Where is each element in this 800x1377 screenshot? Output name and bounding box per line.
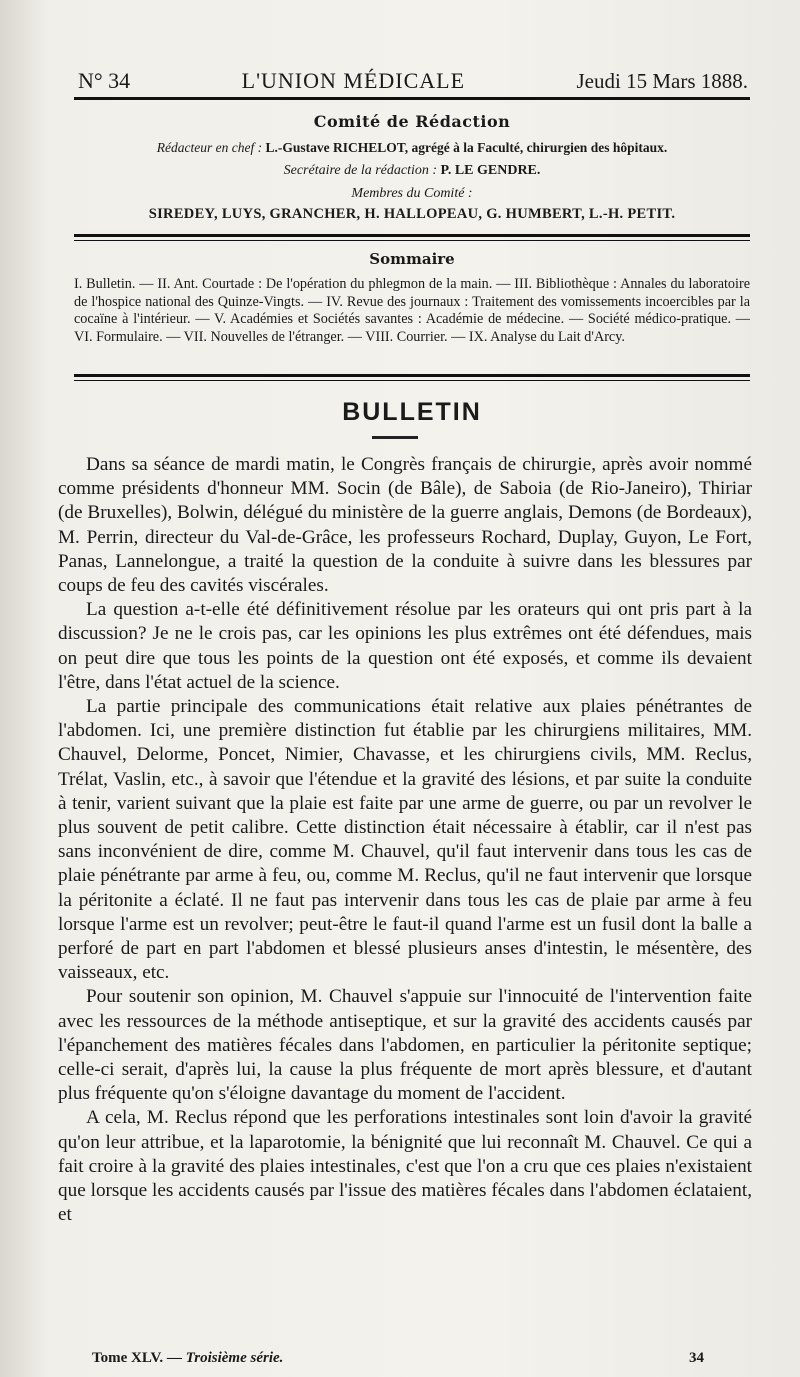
sheet-number: 34	[689, 1350, 704, 1366]
summary-title: Sommaire	[369, 250, 455, 268]
secretary-label: Secrétaire de la rédaction :	[283, 163, 438, 178]
paragraph: Pour soutenir son opinion, M. Chauvel s'appuie sur l'innocuité de l'intervention faite avec les ressources de la méthode antiseptique, et sur la gravité des accidents causés par l'épanchement des matières fécales dans l'abdomen, en particulier la péritonite septique; celle-ci serait, d'après lui, la cause la plus fréquente de mort après blessure, et d'autant plus fréquente qu'on s'éloigne davantage du moment de l'accident.	[58, 986, 752, 1105]
committee-rule	[74, 234, 750, 237]
chief-editor-label: Rédacteur en chef :	[156, 140, 263, 155]
committee-title: Comité de Rédaction	[313, 112, 511, 131]
secretary-line	[74, 163, 750, 179]
paragraph: Dans sa séance de mardi matin, le Congrès français de chirurgie, après avoir nommé comme présidents d'honneur MM. Socin (de Bâle), de Saboia (de Rio-Janeiro), Thiriar (de Bruxelles), Bolwin, délégué du ministère de la guerre anglais, Demons (de Bordeaux), M. Perrin, directeur du Val-de-Grâce, les professeurs Rochard, Duplay, Guyon, Le Fort, Panas, Lannelongue, a traité la question de la conduite à suivre dans les blessures par coups de feu des cavités viscérales.	[58, 454, 752, 597]
volume-info	[92, 1350, 283, 1367]
page-footer	[92, 1350, 704, 1367]
bulletin-body	[58, 453, 752, 1228]
bulletin-title: BULLETIN	[342, 398, 482, 426]
series-label: Troisième série.	[185, 1350, 284, 1366]
members-label: Membres du Comité :	[351, 186, 473, 201]
issue-number: N° 34	[78, 68, 131, 93]
page-header	[78, 60, 748, 94]
secretary: P. LE GENDRE.	[440, 163, 541, 178]
paragraph: A cela, M. Reclus répond que les perforations intestinales sont loin d'avoir la gravité qu'on leur attribue, et la laparotomie, la bénignité que lui reconnaît M. Chauvel. Ce qui a fait croire à la gravité des plaies intestinales, c'est que l'on a cru que ces plaies n'existaient que lorsque les accidents causés par l'issue des matières fécales dans l'abdomen éclataient, et	[58, 1107, 752, 1226]
summary-text: I. Bulletin. — II. Ant. Courtade : De l'opération du phlegmon de la main. — III. Bibliothèque : Annales du laboratoire de l'hospice national des Quinze-Vingts. — IV. Revue des journaux : Traitement des vomissements incoercibles par la cocaïne à l'intérieur. — V. Académies et Sociétés savantes : Académie de médecine. — Société médico-pratique. — VI. Formulaire. — VII. Nouvelles de l'étranger. — VIII. Courrier. — IX. Analyse du Lait d'Arcy.	[74, 276, 750, 345]
chief-editor-line	[74, 140, 750, 156]
paragraph: La partie principale des communications était relative aux plaies pénétrantes de l'abdomen. Ici, une première distinction fut établie par les chirurgiens militaires, MM. Chauvel, Delorme, Poncet, Nimier, Chavasse, et les chirurgiens civils, MM. Reclus, Trélat, Vaslin, etc., à savoir que l'étendue et la gravité des lésions, et par suite la conduite à tenir, varient suivant que la plaie est faite par une arme de guerre, ou par un revolver le plus souvent de petit calibre. Cette distinction était nécessaire à établir, car il n'est pas sans inconvénient de dire, comme M. Chauvel, qu'il faut intervenir dans tous les cas de plaie pénétrante par arme à feu, ou, comme M. Reclus, qu'il ne faut intervenir que lorsque la péritonite a éclaté. Il ne faut pas intervenir dans tous les cas de plaie par arme à feu lorsque l'arme est un revolver; peut-être le faut-il quand l'arme est un fusil dont la balle a perforé de part en part l'abdomen et blessé plusieurs anses d'intestin, le mésentère, des vaisseaux, etc.	[58, 696, 752, 984]
journal-title: L'UNION MÉDICALE	[241, 68, 466, 93]
tome-label: Tome XLV. —	[92, 1350, 182, 1366]
summary-rule	[74, 374, 750, 377]
header-rule	[74, 97, 750, 100]
chief-editor: L.-Gustave RICHELOT, agrégé à la Faculté, chirurgien des hôpitaux.	[265, 140, 668, 155]
committee-rule-thin	[74, 240, 750, 241]
paragraph: La question a-t-elle été définitivement résolue par les orateurs qui ont pris part à la discussion? Je ne le crois pas, car les opinions les plus extrêmes ont été défendues, mais on peut dire que tous les points de la question ont été exposés, et comme ils devaient l'être, dans l'état actuel de la science.	[58, 599, 752, 693]
title-ornament	[372, 436, 418, 439]
summary-rule-thin	[74, 380, 750, 381]
issue-date: Jeudi 15 Mars 1888.	[576, 69, 748, 93]
committee-members: SIREDEY, LUYS, GRANCHER, H. HALLOPEAU, G. HUMBERT, L.-H. PETIT.	[148, 206, 676, 222]
